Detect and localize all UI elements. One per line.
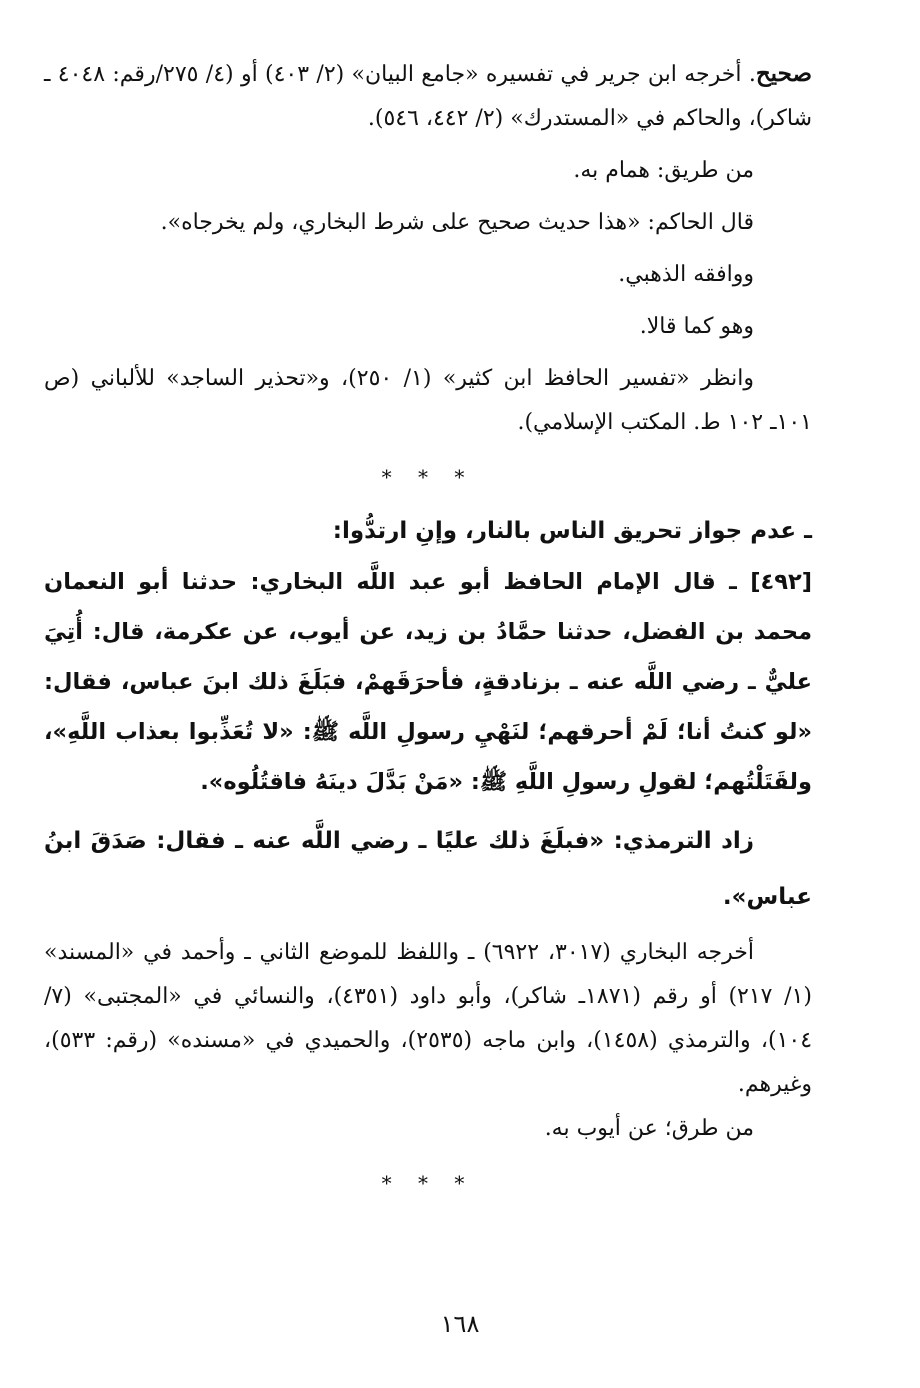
author-comment: وهو كما قالا.: [639, 314, 754, 339]
route-line: من طريق: همام به.: [573, 158, 754, 183]
takhrij-paragraph-1: [44, 52, 812, 141]
routes-line: من طرق؛ عن أيوب به.: [544, 1116, 754, 1141]
section-separator-end: * * *: [381, 1171, 475, 1195]
section-heading: ـ عدم جواز تحريق الناس بالنار، وإنِ ارتدُّوا:: [332, 518, 812, 544]
takhrij-text: . أخرجه ابن جرير في تفسيره «جامع البيان» (٢/ ٤٠٣) أو (٤/ ٢٧٥/رقم: ٤٠٤٨ ـ شاكر)، والحاكم في «المستدرك» (٢/ ٤٤٢، ٥٤٦).: [44, 62, 812, 131]
page-body: [44, 52, 812, 1211]
takhrij-paragraph-2: أخرجه البخاري (٣٠١٧، ٦٩٢٢) ـ واللفظ للموضع الثاني ـ وأحمد في «المسند» (١/ ٢١٧) أو رقم (١٨٧١ـ شاكر)، وأبو داود (٤٣٥١)، والنسائي في «المجتبى» (٧/ ١٠٤)، والترمذي (١٤٥٨)، وابن ماجه (٢٥٣٥)، والحميدي في «مسنده» (رقم: ٥٣٣)، وغيرهم.: [44, 940, 813, 1097]
tirmidhi-addition: زاد الترمذي: «فبلَغَ ذلك عليًا ـ رضي اللَّه عنه ـ فقال: صَدَقَ ابنُ عباس».: [44, 828, 812, 910]
dhahabi-agreement: ووافقه الذهبي.: [618, 262, 754, 287]
page-number: ١٦٨: [440, 1310, 480, 1338]
reference-paragraph: وانظر «تفسير الحافظ ابن كثير» (١/ ٢٥٠)، و«تحذير الساجد» للألباني (ص ١٠١ـ ١٠٢ ط. المكتب الإسلامي).: [44, 366, 812, 435]
grading-term: صحيح: [755, 60, 812, 87]
hakim-statement: قال الحاكم: «هذا حديث صحيح على شرط البخاري، ولم يخرجاه».: [160, 210, 754, 235]
hadith-text: [٤٩٢] ـ قال الإمام الحافظ أبو عبد اللَّه البخاري: حدثنا أبو النعمان محمد بن الفضل، حدثنا حمَّادُ بن زيد، عن أيوب، عن عكرمة، قال: أُتِيَ عليٌّ ـ رضي اللَّه عنه ـ بزنادقةٍ، فأحرَقَهمْ، فبَلَغَ ذلك ابنَ عباس، فقال: «لو كنتُ أنا؛ لَمْ أحرقهم؛ لنَهْيِ رسولِ اللَّه ﷺ: «لا تُعَذِّبوا بعذاب اللَّهِ»، ولقَتَلْتُهم؛ لقولِ رسولِ اللَّهِ ﷺ: «مَنْ بَدَّلَ دينَهُ فاقتُلُوه».: [44, 569, 812, 795]
section-separator: * * *: [381, 465, 475, 489]
